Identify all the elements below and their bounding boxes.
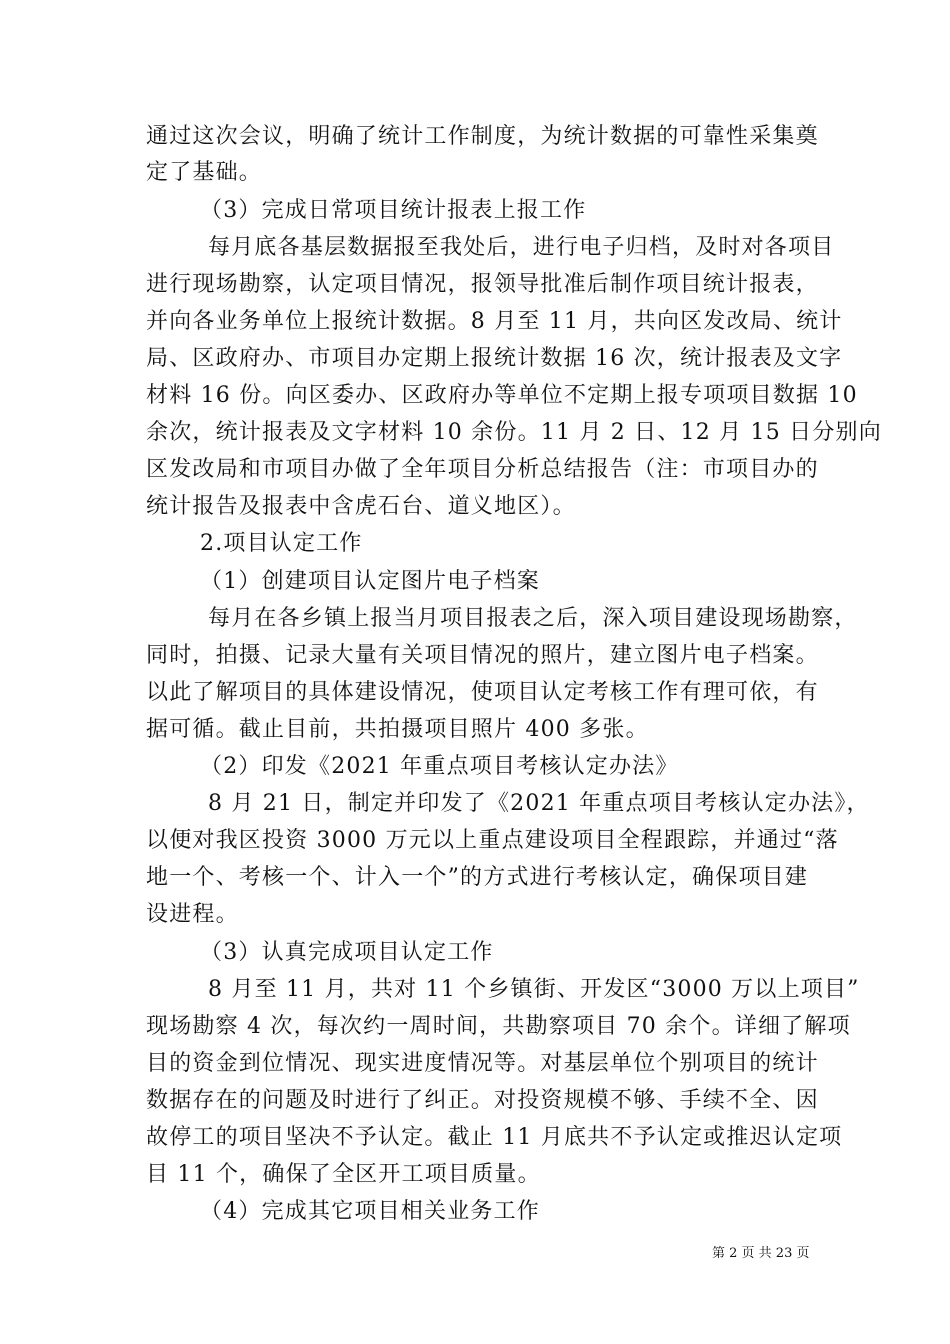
- section-heading: （1）创建项目认定图片电子档案: [200, 569, 540, 594]
- paragraph-line: 材料 16 份。向区委办、区政府办等单位不定期上报专项项目数据 10: [146, 383, 858, 408]
- section-heading: 2.项目认定工作: [200, 531, 363, 556]
- paragraph-line: 据可循。截止目前，共拍摄项目照片 400 多张。: [146, 717, 649, 742]
- paragraph-line: 地一个、考核一个、计入一个”的方式进行考核认定，确保项目建: [146, 865, 809, 890]
- paragraph-line: 现场勘察 4 次，每次约一周时间，共勘察项目 70 余个。详细了解项: [146, 1014, 851, 1039]
- paragraph-line: 定了基础。: [146, 160, 263, 185]
- paragraph-line: 数据存在的问题及时进行了纠正。对投资规模不够、手续不全、因: [146, 1088, 819, 1113]
- section-heading: （3）认真完成项目认定工作: [200, 940, 494, 965]
- paragraph-line: 每月在各乡镇上报当月项目报表之后，深入项目建设现场勘察，: [208, 606, 858, 631]
- paragraph-line: 局、区政府办、市项目办定期上报统计数据 16 次，统计报表及文字: [146, 346, 843, 371]
- section-heading: （2）印发《2021 年重点项目考核认定办法》: [200, 754, 679, 779]
- paragraph-line: 目的资金到位情况、现实进度情况等。对基层单位个别项目的统计: [146, 1051, 819, 1076]
- paragraph-line: 统计报告及报表中含虎石台、道义地区）。: [146, 494, 576, 519]
- paragraph-line: 8 月至 11 月，共对 11 个乡镇街、开发区“3000 万以上项目”: [208, 977, 860, 1002]
- paragraph-line: 故停工的项目坚决不予认定。截止 11 月底共不予认定或推迟认定项: [146, 1125, 843, 1150]
- paragraph-line: 以便对我区投资 3000 万元以上重点建设项目全程跟踪，并通过“落: [146, 828, 839, 853]
- paragraph-line: 以此了解项目的具体建设情况，使项目认定考核工作有理可依，有: [146, 680, 819, 705]
- paragraph-line: 余次，统计报表及文字材料 10 余份。11 月 2 日、12 月 15 日分别向: [146, 420, 882, 445]
- paragraph-line: 区发改局和市项目办做了全年项目分析总结报告（注：市项目办的: [146, 457, 819, 482]
- paragraph-line: 8 月 21 日，制定并印发了《2021 年重点项目考核认定办法》，: [208, 791, 870, 816]
- paragraph-line: 通过这次会议，明确了统计工作制度，为统计数据的可靠性采集奠: [146, 124, 819, 149]
- section-heading: （3）完成日常项目统计报表上报工作: [200, 198, 587, 223]
- paragraph-line: 同时，拍摄、记录大量有关项目情况的照片，建立图片电子档案。: [146, 643, 819, 668]
- paragraph-line: 设进程。: [146, 902, 239, 927]
- paragraph-line: 每月底各基层数据报至我处后，进行电子归档，及时对各项目: [208, 235, 835, 260]
- paragraph-line: 并向各业务单位上报统计数据。8 月至 11 月，共向区发改局、统计: [146, 309, 843, 334]
- page-number: 第 2 页 共 23 页: [712, 1246, 810, 1261]
- section-heading: （4）完成其它项目相关业务工作: [200, 1199, 540, 1224]
- paragraph-line: 目 11 个，确保了全区开工项目质量。: [146, 1162, 541, 1187]
- paragraph-line: 进行现场勘察，认定项目情况，报领导批准后制作项目统计报表，: [146, 272, 819, 297]
